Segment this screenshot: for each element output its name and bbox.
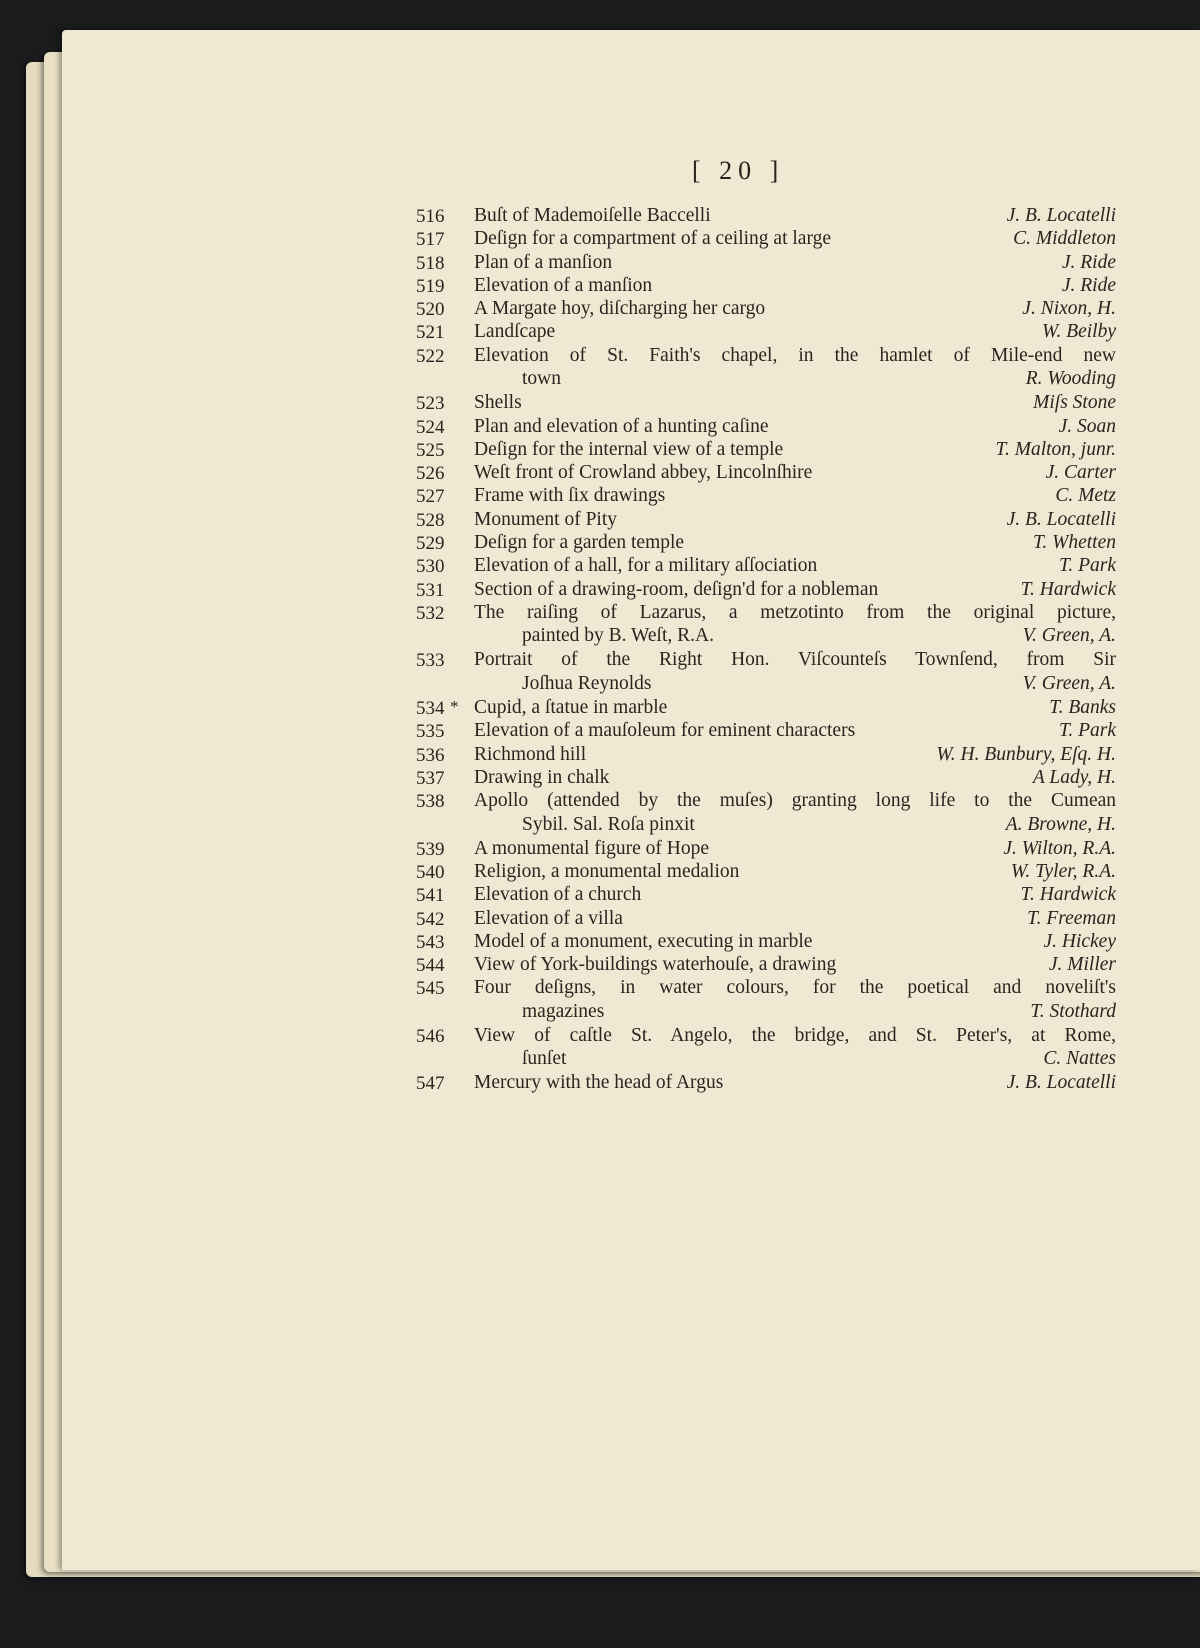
entry-title: Deſign for a compartment of a ceiling at large — [474, 228, 831, 250]
entry-artist: J. Ride — [1061, 274, 1116, 296]
entry-artist: J. B. Locatelli — [1006, 508, 1116, 530]
entry-artist: T. Hardwick — [1020, 578, 1116, 600]
entry-title: Deſign for a garden temple — [474, 532, 685, 554]
entry-title: Cupid, a ſtatue in marble — [474, 696, 668, 718]
entry-artist: T. Park — [1058, 555, 1116, 577]
list-item — [416, 720, 1116, 743]
entry-number: 527 — [416, 486, 445, 508]
entry-number: 535 — [416, 721, 445, 743]
entry-title: Buſt of Mademoiſelle Baccelli — [474, 205, 711, 226]
entry-number: 526 — [416, 463, 445, 485]
entry-artist: W. H. Bunbury, Eſq. H. — [936, 743, 1116, 765]
list-item — [416, 884, 1116, 907]
entry-title: Religion, a monumental medalion — [474, 860, 740, 882]
entry-number: 518 — [416, 252, 445, 274]
list-item — [416, 602, 1116, 650]
entry-number: 519 — [416, 275, 445, 297]
list-item — [416, 416, 1116, 439]
entry-title-continued: painted by B. Weſt, R.A. — [522, 625, 714, 647]
entry-artist: J. Ride — [1061, 251, 1116, 273]
entry-artist: T. Stothard — [1030, 1000, 1116, 1022]
entry-number: 545 — [416, 978, 445, 1000]
entry-artist: T. Park — [1058, 720, 1116, 742]
entry-artist: R. Wooding — [1025, 368, 1116, 390]
entry-title: View of caſtle St. Angelo, the bridge, and St. Peter's, at Rome, — [474, 1024, 1116, 1046]
entry-artist: J. B. Locatelli — [1006, 1072, 1116, 1094]
entry-number: 530 — [416, 556, 445, 578]
list-item — [416, 228, 1116, 251]
entry-number: 543 — [416, 931, 445, 953]
list-item — [416, 439, 1116, 462]
entry-artist: J. B. Locatelli — [1006, 205, 1116, 226]
entry-number: 529 — [416, 533, 445, 555]
entry-title: Deſign for the internal view of a temple — [474, 438, 784, 460]
entry-title: Model of a monument, executing in marble — [474, 930, 813, 952]
entry-title: Frame with ſix drawings — [474, 485, 666, 507]
entry-artist: J. Wilton, R.A. — [1003, 837, 1116, 859]
entry-number: 523 — [416, 393, 445, 415]
entry-artist: J. Carter — [1045, 462, 1116, 484]
entry-title: The raiſing of Lazarus, a metzotinto from the original picture, — [474, 601, 1116, 623]
entry-title: Four deſigns, in water colours, for the poetical and noveliſt's — [474, 977, 1116, 999]
entry-title: Section of a drawing-room, deſign'd for a nobleman — [474, 578, 879, 600]
entry-number: 531 — [416, 579, 445, 601]
list-item — [416, 697, 1116, 720]
entry-artist: T. Freeman — [1027, 907, 1116, 929]
list-item — [416, 298, 1116, 321]
entry-title-continued: Sybil. Sal. Roſa pinxit — [522, 813, 695, 835]
entry-artist: A Lady, H. — [1032, 766, 1116, 788]
entry-number: 541 — [416, 885, 445, 907]
entry-number: 546 — [416, 1025, 445, 1047]
entry-number: 525 — [416, 439, 445, 461]
entry-number: 516 — [416, 206, 445, 227]
entry-number: 532 — [416, 602, 445, 624]
entry-number: 538 — [416, 791, 445, 813]
list-item — [416, 767, 1116, 790]
entry-title: Mercury with the head of Argus — [474, 1072, 724, 1094]
entry-number: 542 — [416, 908, 445, 930]
entry-title-continued: ſunſet — [522, 1048, 567, 1070]
entry-artist: C. Middleton — [1013, 228, 1116, 250]
list-item — [416, 931, 1116, 954]
entry-title: Drawing in chalk — [474, 766, 610, 788]
list-item — [416, 555, 1116, 578]
list-item — [416, 954, 1116, 977]
list-item — [416, 838, 1116, 861]
entry-number: 522 — [416, 345, 445, 367]
entry-artist: W. Tyler, R.A. — [1010, 860, 1116, 882]
entry-number: 540 — [416, 861, 445, 883]
entry-artist: J. Hickey — [1043, 930, 1116, 952]
entry-artist: C. Nattes — [1043, 1048, 1116, 1070]
entry-number: 536 — [416, 744, 445, 766]
entry-title-continued: magazines — [522, 1000, 605, 1022]
entry-artist: W. Beilby — [1041, 321, 1116, 343]
list-item — [416, 462, 1116, 485]
list-item — [416, 485, 1116, 508]
entry-artist: A. Browne, H. — [1005, 813, 1116, 835]
list-item — [416, 908, 1116, 931]
entry-number: 520 — [416, 299, 445, 321]
entry-number: 524 — [416, 416, 445, 438]
list-item — [416, 321, 1116, 344]
entry-title: Apollo (attended by the muſes) granting long life to the Cumean — [474, 790, 1116, 812]
list-item — [416, 1072, 1116, 1095]
entry-artist: J. Nixon, H. — [1022, 298, 1116, 320]
entry-title: Elevation of a church — [474, 884, 642, 906]
entry-title: Portrait of the Right Hon. Viſcounteſs Townſend, from Sir — [474, 649, 1116, 671]
entry-number: 517 — [416, 229, 445, 251]
entry-title: Monument of Pity — [474, 508, 618, 530]
list-item — [416, 205, 1116, 228]
entry-title: Elevation of a mauſoleum for eminent characters — [474, 720, 856, 742]
entry-number: 539 — [416, 838, 445, 860]
entry-title: Elevation of St. Faith's chapel, in the hamlet of Mile-end new — [474, 344, 1116, 366]
entry-number: 547 — [416, 1073, 445, 1095]
list-item — [416, 532, 1116, 555]
entry-title: Plan and elevation of a hunting caſine — [474, 415, 769, 437]
entry-number: 534 — [416, 697, 445, 719]
entry-title: A Margate hoy, diſcharging her cargo — [474, 298, 766, 320]
list-item — [416, 509, 1116, 532]
page-number: [ 20 ] — [692, 156, 785, 185]
catalogue-list — [416, 205, 1116, 1096]
entry-title: A monumental figure of Hope — [474, 837, 710, 859]
entry-artist: T. Whetten — [1032, 532, 1116, 554]
entry-title: Elevation of a villa — [474, 907, 623, 929]
list-item — [416, 1025, 1116, 1073]
entry-artist: Miſs Stone — [1033, 392, 1116, 414]
entry-artist: J. Soan — [1058, 415, 1116, 437]
list-item — [416, 392, 1116, 415]
entry-title: Plan of a manſion — [474, 251, 613, 273]
entry-artist: V. Green, A. — [1022, 672, 1116, 694]
entry-title: Weſt front of Crowland abbey, Lincolnſhire — [474, 462, 813, 484]
entry-artist: T. Hardwick — [1020, 884, 1116, 906]
entry-title: Elevation of a hall, for a military aſſociation — [474, 555, 818, 577]
list-item — [416, 977, 1116, 1025]
entry-title: Elevation of a manſion — [474, 274, 653, 296]
list-item — [416, 275, 1116, 298]
list-item — [416, 649, 1116, 697]
list-item — [416, 744, 1116, 767]
list-item — [416, 579, 1116, 602]
entry-artist: T. Malton, junr. — [995, 438, 1116, 460]
entry-number: 521 — [416, 322, 445, 344]
entry-title: Shells — [474, 392, 522, 414]
entry-number: 533 — [416, 650, 445, 672]
entry-number: 528 — [416, 509, 445, 531]
list-item — [416, 252, 1116, 275]
entry-number: 544 — [416, 955, 445, 977]
entry-artist: J. Miller — [1048, 954, 1116, 976]
entry-number: 537 — [416, 767, 445, 789]
entry-artist: C. Metz — [1055, 485, 1116, 507]
entry-title: Richmond hill — [474, 743, 587, 765]
list-item — [416, 861, 1116, 884]
list-item — [416, 345, 1116, 393]
exhibit-star-marker: * — [450, 696, 459, 716]
entry-title-continued: town — [522, 368, 561, 390]
entry-title: View of York-buildings waterhouſe, a drawing — [474, 954, 837, 976]
entry-title: Landſcape — [474, 321, 556, 343]
entry-artist: T. Banks — [1049, 696, 1116, 718]
list-item — [416, 790, 1116, 838]
entry-artist: V. Green, A. — [1022, 625, 1116, 647]
entry-title-continued: Joſhua Reynolds — [522, 672, 652, 694]
